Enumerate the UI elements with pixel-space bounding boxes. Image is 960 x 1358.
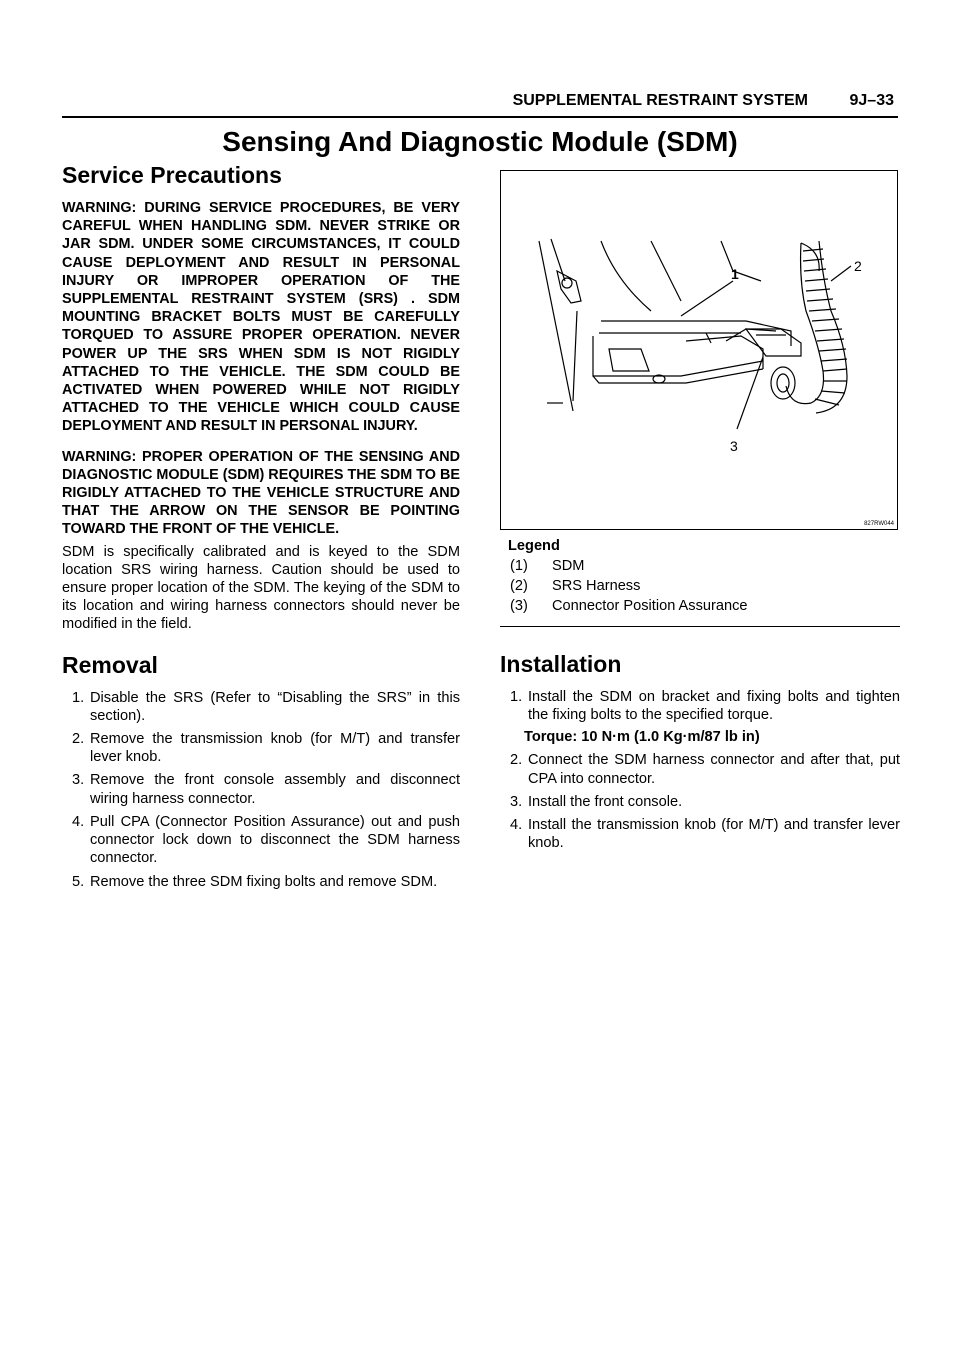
legend-row: (1) SDM: [510, 558, 585, 574]
warning-handling: WARNING: DURING SERVICE PROCEDURES, BE VERY CAREFUL WHEN HANDLING SDM. NEVER STRIKE OR JAR SDM. UNDER SOME CIRCUMSTANCES, IT COULD CAUSE DEPLOYMENT AND RESULT IN PERSONAL INJURY OR IMPROPER OPERATION OF THE SUPPLEMENTAL RESTRAINT SYSTEM (SRS) . SDM MOUNTING BRACKET BOLTS MUST BE CAREFULLY TORQUED TO ASSURE PROPER OPERATION. NEVER POWER UP THE SRS WHEN SDM IS NOT RIGIDLY ATTACHED TO THE VEHICLE. THE SDM COULD BE ACTIVATED WHEN POWERED WHILE NOT RIGIDLY ATTACHED TO THE VEHICLE WHICH COULD CAUSE DEPLOYMENT AND RESULT IN PERSONAL INJURY.: [62, 200, 460, 435]
removal-steps: [62, 689, 460, 891]
callout-2: 2: [854, 258, 862, 274]
list-item: 4. Pull CPA (Connector Position Assurance) out and push connector lock down to disconnect the SDM harness connector.: [72, 813, 460, 867]
figure-legend: [508, 538, 900, 616]
right-column: [500, 170, 900, 857]
section-title: SUPPLEMENTAL RESTRAINT SYSTEM: [512, 92, 808, 109]
calibration-note: SDM is specifically calibrated and is keyed to the SDM location SRS wiring harness. Caution should be used to ensure proper location of the SDM. The keying of the SDM to its location and wiring harness connectors should never be modified in the field.: [62, 543, 460, 633]
legend-row: (3) Connector Position Assurance: [510, 598, 748, 614]
removal-heading: Removal: [62, 651, 158, 678]
callout-1: 1: [731, 266, 739, 282]
page-number: 9J–33: [849, 92, 894, 109]
warning-attachment: WARNING: PROPER OPERATION OF THE SENSING AND DIAGNOSTIC MODULE (SDM) REQUIRES THE SDM TO BE RIGIDLY ATTACHED TO THE VEHICLE STRUCTURE AND THAT THE ARROW ON THE SENSOR BE POINTING TOWARD THE FRONT OF THE VEHICLE.: [62, 448, 460, 538]
list-item: 5. Remove the three SDM fixing bolts and remove SDM.: [72, 873, 438, 890]
list-item: 3. Remove the front console assembly and disconnect wiring harness connector.: [72, 772, 460, 807]
list-item: 4. Install the transmission knob (for M/T) and transfer lever knob.: [510, 817, 900, 852]
figure-id: 827RW044: [864, 521, 894, 527]
installation-steps-cont: [500, 751, 900, 852]
page-title: Sensing And Diagnostic Module (SDM): [222, 126, 738, 157]
torque-spec: Torque: 10 N·m (1.0 Kg·m/87 lb in): [524, 729, 760, 746]
legend-row: (2) SRS Harness: [510, 578, 641, 594]
installation-heading: Installation: [500, 651, 622, 677]
sdm-drawing: [501, 171, 897, 529]
left-column: [62, 162, 460, 896]
legend-title: Legend: [508, 538, 560, 554]
list-item: 1. Install the SDM on bracket and fixing bolts and tighten the fixing bolts to the specified torque.: [510, 689, 900, 724]
list-item: 2. Connect the SDM harness connector and after that, put CPA into connector.: [510, 752, 900, 787]
list-item: 1. Disable the SRS (Refer to “Disabling the SRS” in this section).: [72, 689, 460, 724]
callout-3: 3: [730, 438, 738, 454]
installation-steps: [500, 688, 900, 724]
sdm-illustration: [500, 170, 898, 530]
list-item: 2. Remove the transmission knob (for M/T) and transfer lever knob.: [72, 731, 460, 766]
page-header: [62, 88, 898, 118]
divider: [500, 626, 900, 627]
service-precautions-heading: Service Precautions: [62, 162, 282, 188]
list-item: 3. Install the front console.: [510, 793, 683, 810]
